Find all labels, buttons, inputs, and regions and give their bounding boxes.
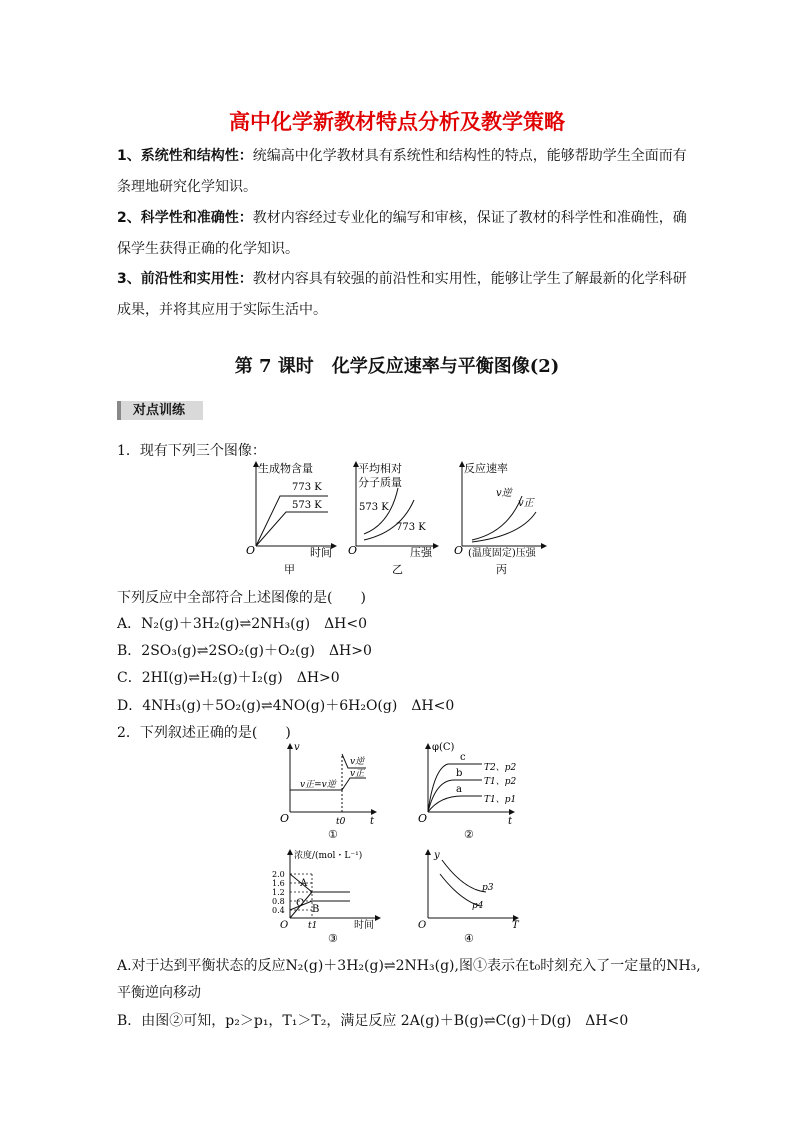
q1-option-a: A．N₂(g)＋3H₂(g)⇌2NH₃(g) ΔH<0 — [117, 616, 368, 632]
q2-option-a-line2: 平衡逆向移动 — [117, 985, 201, 1001]
q2-stem: 2．下列叙述正确的是( ) — [117, 725, 291, 741]
jia-xlabel: 时间 — [310, 546, 332, 559]
f2-l1: T2、p2 — [484, 763, 517, 773]
f4-x: T — [512, 920, 519, 931]
f3-B: B — [312, 904, 320, 915]
doc-title: 高中化学新教材特点分析及教学策略 — [229, 110, 565, 134]
f3-tick-08: 0.8 — [272, 897, 285, 906]
f1-vni: v逆 — [350, 757, 365, 767]
figure-1 — [280, 742, 376, 841]
q2-figures — [272, 740, 526, 946]
f2-l2: T1、p2 — [484, 777, 517, 787]
f2-c: c — [460, 752, 466, 763]
point-3 — [117, 264, 687, 326]
q1-option-b: B．2SO₃(g)⇌2SO₂(g)＋O₂(g) ΔH>0 — [117, 643, 372, 659]
f2-l3: T1、p1 — [484, 795, 517, 805]
f3-t1: t1 — [308, 921, 318, 931]
point-2-head: 2、科学性和准确性： — [117, 210, 253, 226]
f4-caption: ④ — [464, 932, 474, 945]
q1-stem: 1．现有下列三个图像： — [117, 443, 266, 459]
f3-origin: O — [280, 920, 289, 931]
figure-4 — [418, 850, 520, 945]
f2-a: a — [456, 784, 462, 795]
f1-t0: t0 — [336, 817, 346, 827]
f3-y: 浓度/(mol・L⁻¹) — [294, 851, 363, 861]
yi-773: 773 K — [396, 522, 426, 533]
f2-b: b — [456, 768, 463, 779]
f2-t: t — [508, 816, 513, 827]
jia-caption: 甲 — [284, 563, 295, 576]
point-1-head: 1、系统性和结构性： — [117, 148, 253, 164]
q2-option-a-line1: A.对于达到平衡状态的反应N₂(g)＋3H₂(g)⇌2NH₃(g),图①表示在t₀时刻充入了一定量的NH₃, — [117, 958, 701, 974]
f3-tick-12: 1.2 — [272, 888, 285, 897]
point-3-head: 3、前沿性和实用性： — [117, 271, 253, 287]
q2-option-b: B．由图②可知，p₂＞p₁，T₁＞T₂，满足反应 2A(g)＋B(g)⇌C(g)＋D(g) ΔH<0 — [117, 1013, 629, 1029]
f1-eq: v正=v逆 — [300, 780, 336, 790]
f1-origin: O — [280, 812, 290, 825]
yi-ylabel1: 平均相对 — [358, 462, 402, 475]
point-1 — [117, 141, 687, 203]
point-2 — [117, 203, 687, 265]
f1-vz: v正 — [350, 769, 365, 779]
point-3-body: 教材内容具有较强的前沿性和实用性，能够让学生了解最新的化学科研成果，并将其应用于实际生活中。 — [117, 271, 687, 318]
f1-t: t — [370, 816, 375, 827]
q1-figures — [240, 458, 560, 580]
f4-p4: p4 — [472, 901, 484, 911]
bing-ylabel: 反应速率 — [464, 462, 508, 475]
graph-jia — [246, 461, 336, 576]
section-tag: 对点训练 — [117, 401, 203, 420]
graph-bing — [454, 461, 546, 576]
bing-vzheng: v正 — [518, 498, 534, 509]
f3-tick-16: 1.6 — [272, 879, 285, 888]
figure-3 — [272, 849, 380, 945]
f4-y: y — [434, 850, 440, 861]
q1-option-c: C．2HI(g)⇌H₂(g)＋I₂(g) ΔH>0 — [117, 670, 340, 686]
f2-y: φ(C) — [432, 742, 455, 753]
graph-yi — [348, 461, 438, 576]
jia-573: 573 K — [292, 500, 322, 511]
f3-A: A — [300, 878, 308, 889]
f2-origin: O — [418, 812, 428, 825]
f3-tick-20: 2.0 — [272, 870, 285, 879]
f4-origin: O — [418, 920, 427, 931]
f3-C: C — [296, 898, 304, 909]
bing-origin: O — [454, 544, 464, 557]
point-1-body: 统编高中化学教材具有系统性和结构性的特点，能够帮助学生全面而有条理地研究化学知识。 — [117, 148, 687, 195]
f2-caption: ② — [464, 828, 474, 841]
q1-option-d: D．4NH₃(g)＋5O₂(g)⇌4NO(g)＋6H₂O(g) ΔH<0 — [117, 698, 455, 714]
figure-2 — [418, 742, 516, 841]
f3-x: 时间 — [354, 920, 374, 931]
point-2-body: 教材内容经过专业化的编写和审核，保证了教材的科学性和准确性，确保学生获得正确的化学知识。 — [117, 210, 687, 257]
yi-ylabel2: 分子质量 — [358, 476, 402, 489]
f1-v: v — [294, 742, 300, 753]
f4-p3: p3 — [482, 883, 494, 893]
jia-origin: O — [246, 544, 256, 557]
yi-origin: O — [348, 544, 358, 557]
yi-573: 573 K — [359, 502, 389, 513]
yi-xlabel: 压强 — [410, 546, 432, 559]
q1-ask: 下列反应中全部符合上述图像的是( ) — [117, 590, 366, 606]
jia-ylabel: 生成物含量 — [258, 462, 313, 475]
f1-caption: ① — [328, 828, 338, 841]
f3-caption: ③ — [328, 932, 338, 945]
yi-caption: 乙 — [392, 563, 403, 576]
f3-tick-04: 0.4 — [272, 906, 285, 915]
bing-xlabel: (温度固定)压强 — [468, 548, 536, 559]
lesson-title: 第 7 课时 化学反应速率与平衡图像(2) — [234, 356, 560, 377]
bing-vni: v逆 — [496, 488, 512, 499]
jia-773: 773 K — [292, 482, 322, 493]
bing-caption: 丙 — [496, 563, 507, 576]
